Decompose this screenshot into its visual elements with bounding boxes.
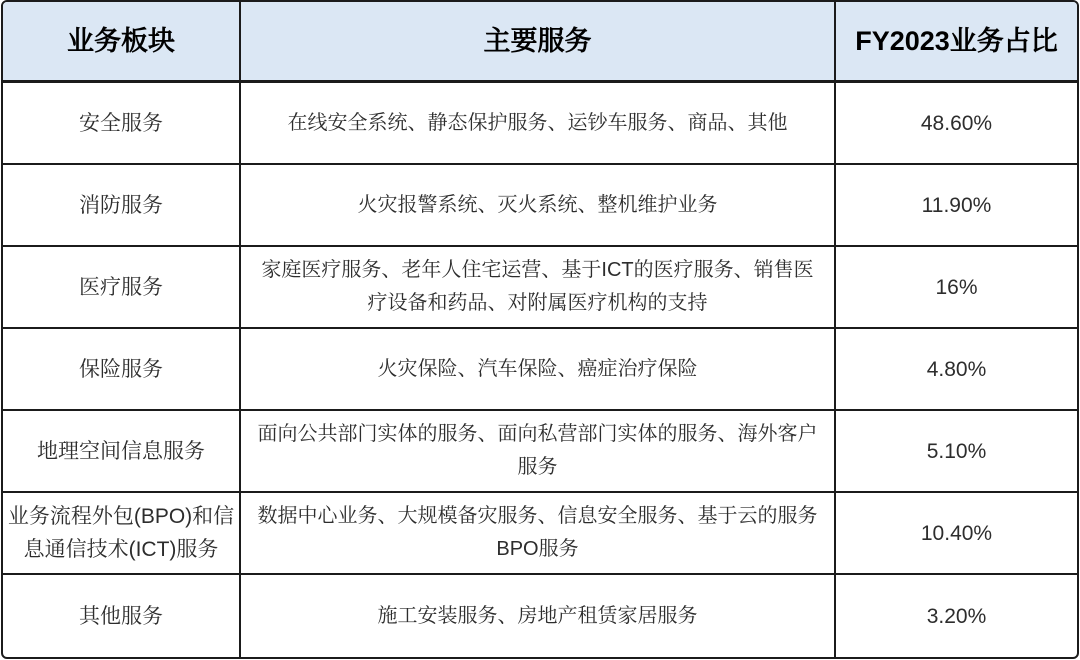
segment-cell: 安全服务 <box>3 83 241 165</box>
services-cell: 家庭医疗服务、老年人住宅运营、基于ICT的医疗服务、销售医疗设备和药品、对附属医疗机构的支持 <box>241 247 836 329</box>
segment-cell: 其他服务 <box>3 575 241 657</box>
column-header-segment: 业务板块 <box>3 2 241 83</box>
column-header-share: FY2023业务占比 <box>836 2 1077 83</box>
services-cell: 火灾保险、汽车保险、癌症治疗保险 <box>241 329 836 411</box>
segment-cell: 保险服务 <box>3 329 241 411</box>
share-cell: 3.20% <box>926 604 987 628</box>
segment-cell: 消防服务 <box>3 165 241 247</box>
share-cell: 5.10% <box>836 411 1077 493</box>
segment-cell: 医疗服务 <box>3 247 241 329</box>
share-cell: 4.80% <box>836 329 1077 411</box>
services-cell: 面向公共部门实体的服务、面向私营部门实体的服务、海外客户服务 <box>241 411 836 493</box>
services-cell: 在线安全系统、静态保护服务、运钞车服务、商品、其他 <box>241 83 836 165</box>
segment-cell: 地理空间信息服务 <box>3 411 241 493</box>
column-header-services: 主要服务 <box>241 2 836 83</box>
services-cell: 数据中心业务、大规模备灾服务、信息安全服务、基于云的服务BPO服务 <box>241 493 836 575</box>
services-cell: 火灾报警系统、灭火系统、整机维护业务 <box>241 165 836 247</box>
services-cell: 施工安装服务、房地产租赁家居服务 <box>241 575 836 657</box>
share-cell: 10.40% <box>836 493 1077 575</box>
segment-cell: 业务流程外包(BPO)和信息通信技术(ICT)服务 <box>3 493 241 575</box>
share-cell: 48.60% <box>836 83 1077 165</box>
table-grid <box>3 2 1077 657</box>
share-cell: 11.90% <box>836 165 1077 247</box>
business-segments-table <box>1 0 1079 659</box>
share-cell: 16% <box>836 247 1077 329</box>
